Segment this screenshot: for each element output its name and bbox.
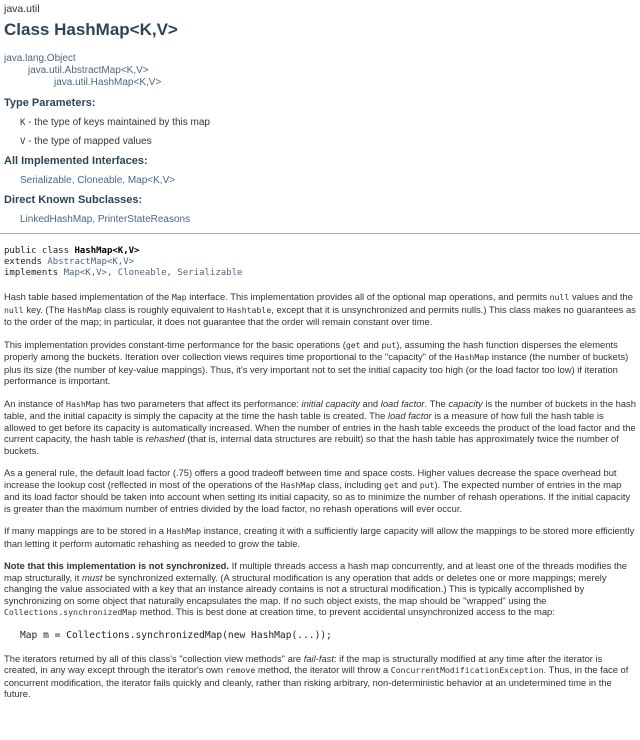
type-param-k-name: K (20, 118, 26, 128)
hierarchy-abstractmap-link[interactable]: java.util.AbstractMap<K,V> (28, 65, 149, 76)
p5-text-a: If many mappings are to be stored in a (4, 525, 167, 536)
subclasses-links[interactable]: LinkedHashMap, PrinterStateReasons (20, 214, 191, 225)
p2-code-get: get (345, 339, 361, 350)
hierarchy-hashmap: java.util.HashMap<K,V> (54, 77, 162, 88)
p5-code-hashmap: HashMap (166, 526, 202, 536)
p3-em-load-factor-2: load factor (387, 410, 432, 421)
inheritance-tree (4, 53, 636, 89)
interfaces-heading: All Implemented Interfaces: (4, 155, 148, 167)
p3-text-i: is the number of buckets in the hash table, and the initial capacity is simply the capacity at the time the hash table is created. The (4, 397, 636, 421)
p3-text-m: (that is, internal data structures are rebuilt) so that the hash table has approximately twice the number of buckets. (4, 433, 619, 456)
p7-text-g: . Thus, in the face of concurrent modification, the iterator fails quickly and cleanly, rather than risking arbitrary, non-deterministic behavior at an undetermined time in the future. (4, 664, 629, 699)
p1-code-hashmap: HashMap (67, 304, 102, 315)
p6-text-f: method. This is best done at creation time, to prevent accidental unsynchronized access to the map: (137, 606, 555, 617)
description-paragraph-1 (4, 291, 636, 328)
signature-modifiers: public class (4, 246, 75, 256)
p1-code-null-1: null (549, 292, 570, 302)
p2-text-g: instance (the number of buckets) plus its size (the number of key-value mappings). Thus, it's very important not to set the initial capacity too high (or the load factor too low) if iteration performance is important. (4, 351, 629, 386)
p5-text-c: instance, creating it with a sufficiently large capacity will allow the mappings to be stored more efficiently than letting it perform automatic rehashing as needed to grow the table. (4, 525, 635, 549)
p3-text-k: is a measure of how full the hash table is allowed to get before its capacity is automatically increased. When the number of entries in the hash table exceeds the product of the load factor and the current capacity, the hash table is (4, 410, 636, 444)
description-paragraph-7 (4, 653, 636, 700)
p4-text-a: As a general rule, the default load factor (.75) offers a good tradeoff between time and space costs. Higher values decrease the space overhead but increase the lookup cost (reflected in most of the operations of the (4, 467, 617, 490)
p4-code-get: get (384, 479, 399, 490)
interfaces-links[interactable]: Serializable, Cloneable, Map<K,V> (20, 175, 176, 186)
p1-text-i: class is roughly equivalent to (101, 303, 227, 315)
p2-text-a: This implementation provides constant-time performance for the basic operations ( (4, 338, 346, 350)
type-param-k-desc: - the type of keys maintained by this map (25, 117, 210, 128)
p3-text-g: . The (424, 397, 449, 409)
package-label: java.util (4, 3, 40, 15)
p7-code-remove: remove (225, 665, 256, 675)
type-param-v-name: V (20, 137, 26, 147)
p1-text-e: values and the (569, 291, 633, 302)
p1-map-link[interactable]: Map (171, 292, 187, 302)
p1-text-k: , except that it is unsynchronized and permits nulls.) This class makes no guarantees as to the order of the map; in particular, it does not guarantee that the order will remain constant over time. (4, 303, 636, 327)
type-params-heading: Type Parameters: (4, 97, 96, 109)
p3-text-e: and (359, 397, 381, 409)
p6-bold-not-synchronized: Note that this implementation is not synchronized. (4, 560, 230, 571)
p1-code-null-2: null (4, 304, 24, 315)
p3-text-c: has two parameters that affect its performance: (100, 397, 302, 409)
signature-superclass-link[interactable]: AbstractMap<K,V> (47, 257, 135, 267)
signature-class-name: HashMap<K,V> (74, 246, 140, 256)
subclasses-heading: Direct Known Subclasses: (4, 194, 143, 206)
p4-text-e: and (398, 478, 420, 490)
type-param-v (4, 136, 636, 147)
p7-text-c: : if the map is structurally modified at any time after the iterator is created, in any way except through the iterator's own (4, 652, 603, 675)
p1-text-g: key. (The (23, 303, 68, 315)
signature-extends: extends (4, 257, 48, 267)
p4-text-c: class, including (315, 478, 385, 490)
p1-text-c: interface. This implementation provides all of the optional map operations, and permits (186, 291, 550, 302)
p6-text-d: be synchronized externally. (A structural modification is any operation that adds or deletes one or more mappings; merely changing the value associated with a key that an instance already contains is not a structural modification.) This is typically accomplished by synchronizing on some object that naturally encapsulates the map. If no such object exists, the map should be "wrapped" using the (4, 571, 607, 606)
p3-text-a: An instance of (4, 397, 67, 409)
section-divider (0, 233, 640, 234)
p6-synchronizedmap-link[interactable]: Collections.synchronizedMap (4, 607, 138, 617)
p3-em-load-factor: load factor (380, 397, 425, 409)
description-paragraph-6 (4, 560, 636, 619)
description-paragraph-5 (4, 525, 636, 549)
type-param-v-desc: - the type of mapped values (25, 136, 152, 147)
hierarchy-object-link[interactable]: java.lang.Object (4, 53, 76, 64)
code-example: Map m = Collections.synchronizedMap(new HashMap(...)); (20, 629, 332, 641)
p4-text-g: ). The expected number of entries in the map and its load factor should be taken into account when setting its initial capacity, so as to minimize the number of rehash operations. If the initial capacity is greater than the maximum number of entries divided by the load factor, no rehash operations will ever occur. (4, 478, 631, 514)
signature-interfaces-links[interactable]: Map<K,V>, Cloneable, Serializable (63, 268, 243, 278)
p4-code-put: put (419, 479, 435, 490)
description-paragraph-3 (4, 398, 636, 457)
signature-line-2 (4, 257, 636, 268)
p1-hashtable-link[interactable]: Hashtable (226, 304, 272, 315)
description-paragraph-4 (4, 467, 636, 514)
p1-text-a: Hash table based implementation of the (4, 291, 172, 302)
p3-code-hashmap: HashMap (66, 398, 101, 409)
p7-text-e: method, the iterator will throw a (255, 664, 391, 675)
description-paragraph-2 (4, 339, 636, 387)
signature-line-3 (4, 268, 636, 279)
type-param-k (4, 117, 636, 128)
signature-implements: implements (4, 268, 64, 278)
p7-text-a: The iterators returned by all of this class's "collection view methods" are (4, 652, 304, 664)
p3-em-capacity: capacity (448, 397, 483, 409)
p2-text-c: and (360, 338, 382, 350)
p2-code-hashmap: HashMap (454, 352, 490, 362)
p6-em-must: must (81, 571, 103, 583)
p2-text-e: ), assuming the hash function disperses the elements properly among the buckets. Iteration over collection views requires time proportional to the "capacity" of the (4, 338, 618, 362)
p2-code-put: put (381, 339, 397, 350)
p7-cme-link[interactable]: ConcurrentModificationException (390, 665, 544, 675)
p7-em-fail-fast: fail-fast (303, 652, 334, 664)
signature-line-1 (4, 246, 636, 257)
p6-text-b: If multiple threads access a hash map concurrently, and at least one of the threads modifies the map structurally, it (4, 560, 627, 583)
p3-em-rehashed: rehashed (145, 433, 185, 444)
p4-code-hashmap: HashMap (280, 479, 316, 490)
class-signature (4, 246, 636, 279)
p3-em-initial-capacity: initial capacity (301, 397, 360, 409)
class-title: Class HashMap<K,V> (4, 20, 178, 39)
